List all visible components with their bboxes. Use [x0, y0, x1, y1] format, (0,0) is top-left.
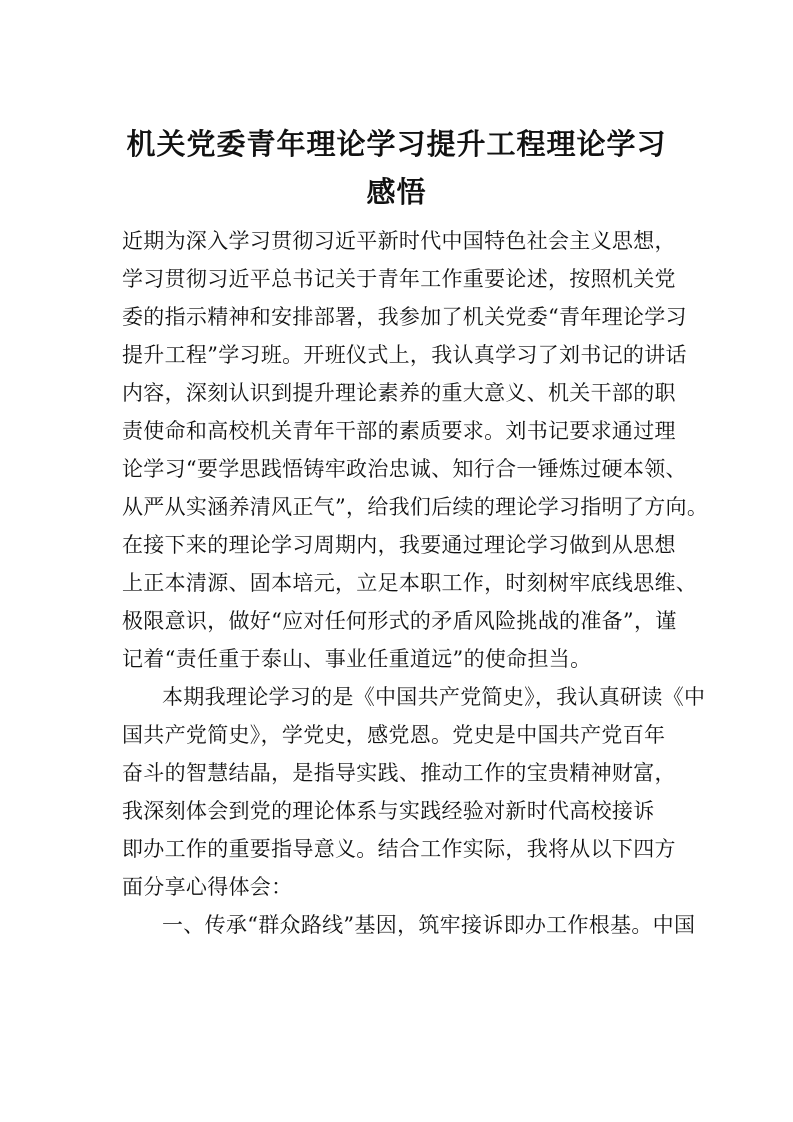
body-line: 近期为深入学习贯彻习近平新时代中国特色社会主义思想， [122, 229, 676, 253]
body-line: 学习贯彻习近平总书记关于青年工作重要论述，按照机关党 [122, 267, 676, 291]
body-line: 论学习“要学思践悟铸牢政治忠诚、知行合一锤炼过硬本领、 [122, 457, 687, 481]
body-line: 即办工作的重要指导意义。结合工作实际，我将从以下四方 [122, 837, 676, 861]
body-line: 上正本清源、固本培元，立足本职工作，时刻树牢底线思维、 [122, 571, 698, 595]
document-title-line-1: 机关党委青年理论学习提升工程理论学习 [126, 127, 667, 161]
body-line: 记着“责任重于泰山、事业任重道远”的使命担当。 [122, 647, 592, 671]
body-line: 从严从实涵养清风正气”，给我们后续的理论学习指明了方向。 [122, 495, 709, 519]
body-line: 一、传承“群众路线”基因，筑牢接诉即办工作根基。中国 [162, 913, 696, 937]
body-line: 奋斗的智慧结晶，是指导实践、推动工作的宝贵精神财富， [122, 761, 676, 785]
body-line: 本期我理论学习的是《中国共产党简史》，我认真研读《中 [162, 685, 706, 709]
body-line: 面分享心得体会： [122, 875, 293, 899]
body-line: 提升工程”学习班。开班仪式上，我认真学习了刘书记的讲话 [122, 343, 687, 367]
body-line: 在接下来的理论学习周期内，我要通过理论学习做到从思想 [122, 533, 676, 557]
body-line: 责使命和高校机关青年干部的素质要求。刘书记要求通过理 [122, 419, 676, 443]
body-line: 委的指示精神和安排部署，我参加了机关党委“青年理论学习 [122, 305, 687, 329]
body-line: 我深刻体会到党的理论体系与实践经验对新时代高校接诉 [122, 799, 655, 823]
body-line: 极限意识，做好“应对任何形式的矛盾风险挑战的准备”，谨 [122, 609, 677, 633]
body-line: 国共产党简史》，学党史，感党恩。党史是中国共产党百年 [122, 723, 666, 747]
document-title-line-2: 感悟 [366, 175, 427, 209]
body-line: 内容，深刻认识到提升理论素养的重大意义、机关干部的职 [122, 381, 676, 405]
